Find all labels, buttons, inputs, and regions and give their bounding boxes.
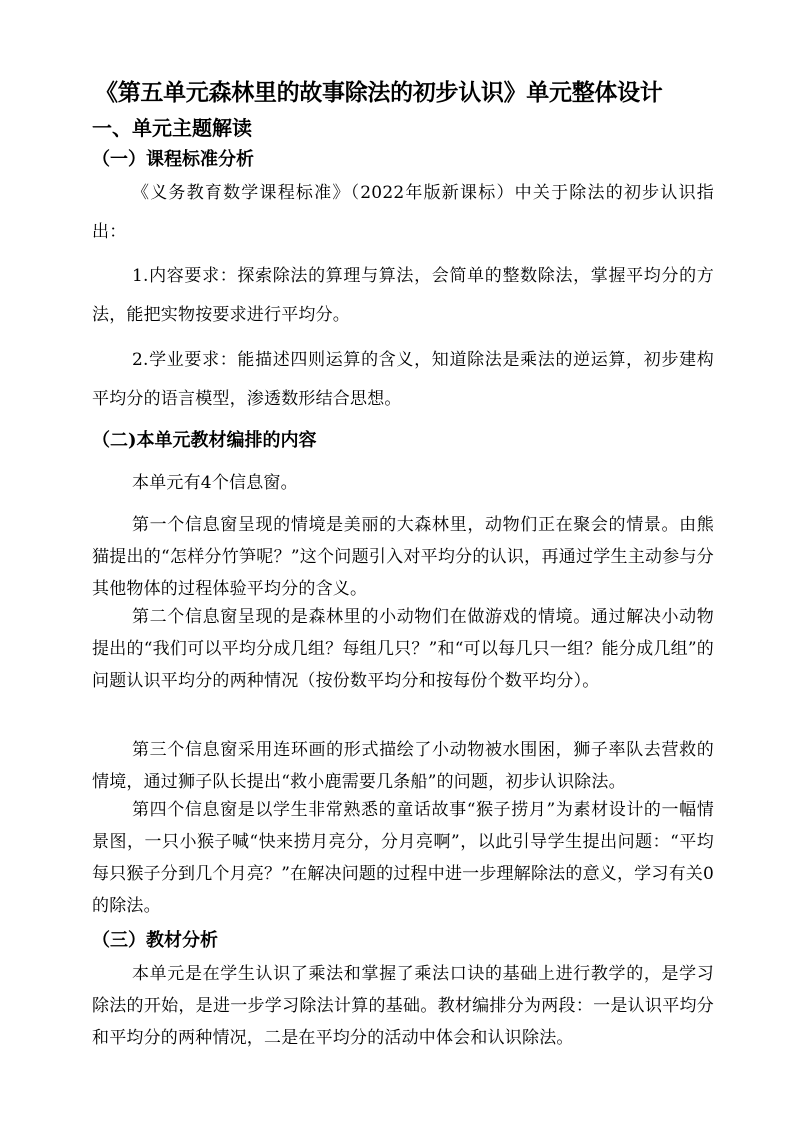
- paragraph-info-window-2: 第二个信息窗呈现的是森林里的小动物们在做游戏的情境。通过解决小动物提出的“我们可以平均分成几组？每组几只？”和“可以每几只一组？能分成几组”的问题认识平均分的两种情况（按份数平均分和按每份个数平均分）。: [92, 607, 714, 691]
- paragraph-academic-requirement: 2.学业要求：能描述四则运算的含义，知道除法是乘法的逆运算，初步建构平均分的语言模型，渗透数形结合思想。: [92, 350, 714, 409]
- paragraph-standard-intro: 《义务教育数学课程标准》（2022年版新课标）中关于除法的初步认识指出：: [92, 183, 714, 242]
- paragraph-textbook-analysis: 本单元是在学生认识了乘法和掌握了乘法口诀的基础上进行教学的，是学习除法的开始，是进一步学习除法计算的基础。教材编排分为两段：一是认识平均分和平均分的两种情况，二是在平均分的活动中体会和认识除法。: [92, 964, 714, 1048]
- paragraph-info-window-3: 第三个信息窗采用连环画的形式描绘了小动物被水围困，狮子率队去营救的情境，通过狮子队长提出“救小鹿需要几条船”的问题，初步认识除法。: [92, 740, 714, 792]
- paragraph-info-windows-count: 本单元有4个信息窗。: [132, 473, 298, 493]
- document-title: 《第五单元森林里的故事除法的初步认识》单元整体设计: [95, 79, 663, 106]
- subsection-heading-curriculum-standard: （一）课程标准分析: [92, 149, 254, 170]
- paragraph-info-window-1: 第一个信息窗呈现的情境是美丽的大森林里，动物们正在聚会的情景。由熊猫提出的“怎样分竹笋呢？”这个问题引入对平均分的认识，再通过学生主动参与分其他物体的过程体验平均分的含义。: [92, 515, 714, 599]
- paragraph-info-window-4: 第四个信息窗是以学生非常熟悉的童话故事“猴子捞月”为素材设计的一幅情景图，一只小猴子喊“快来捞月亮分，分月亮啊”，以此引导学生提出问题：“平均每只猴子分到几个月亮？”在解决问题的过程中进一步理解除法的意义，学习有关0的除法。: [92, 800, 714, 916]
- subsection-heading-textbook-analysis: （三）教材分析: [92, 930, 218, 951]
- subsection-heading-unit-content: （二)本单元教材编排的内容: [92, 430, 317, 451]
- section-heading-unit-theme: 一、单元主题解读: [92, 116, 252, 140]
- paragraph-content-requirement: 1.内容要求：探索除法的算理与算法，会简单的整数除法，掌握平均分的方法，能把实物按要求进行平均分。: [92, 266, 714, 325]
